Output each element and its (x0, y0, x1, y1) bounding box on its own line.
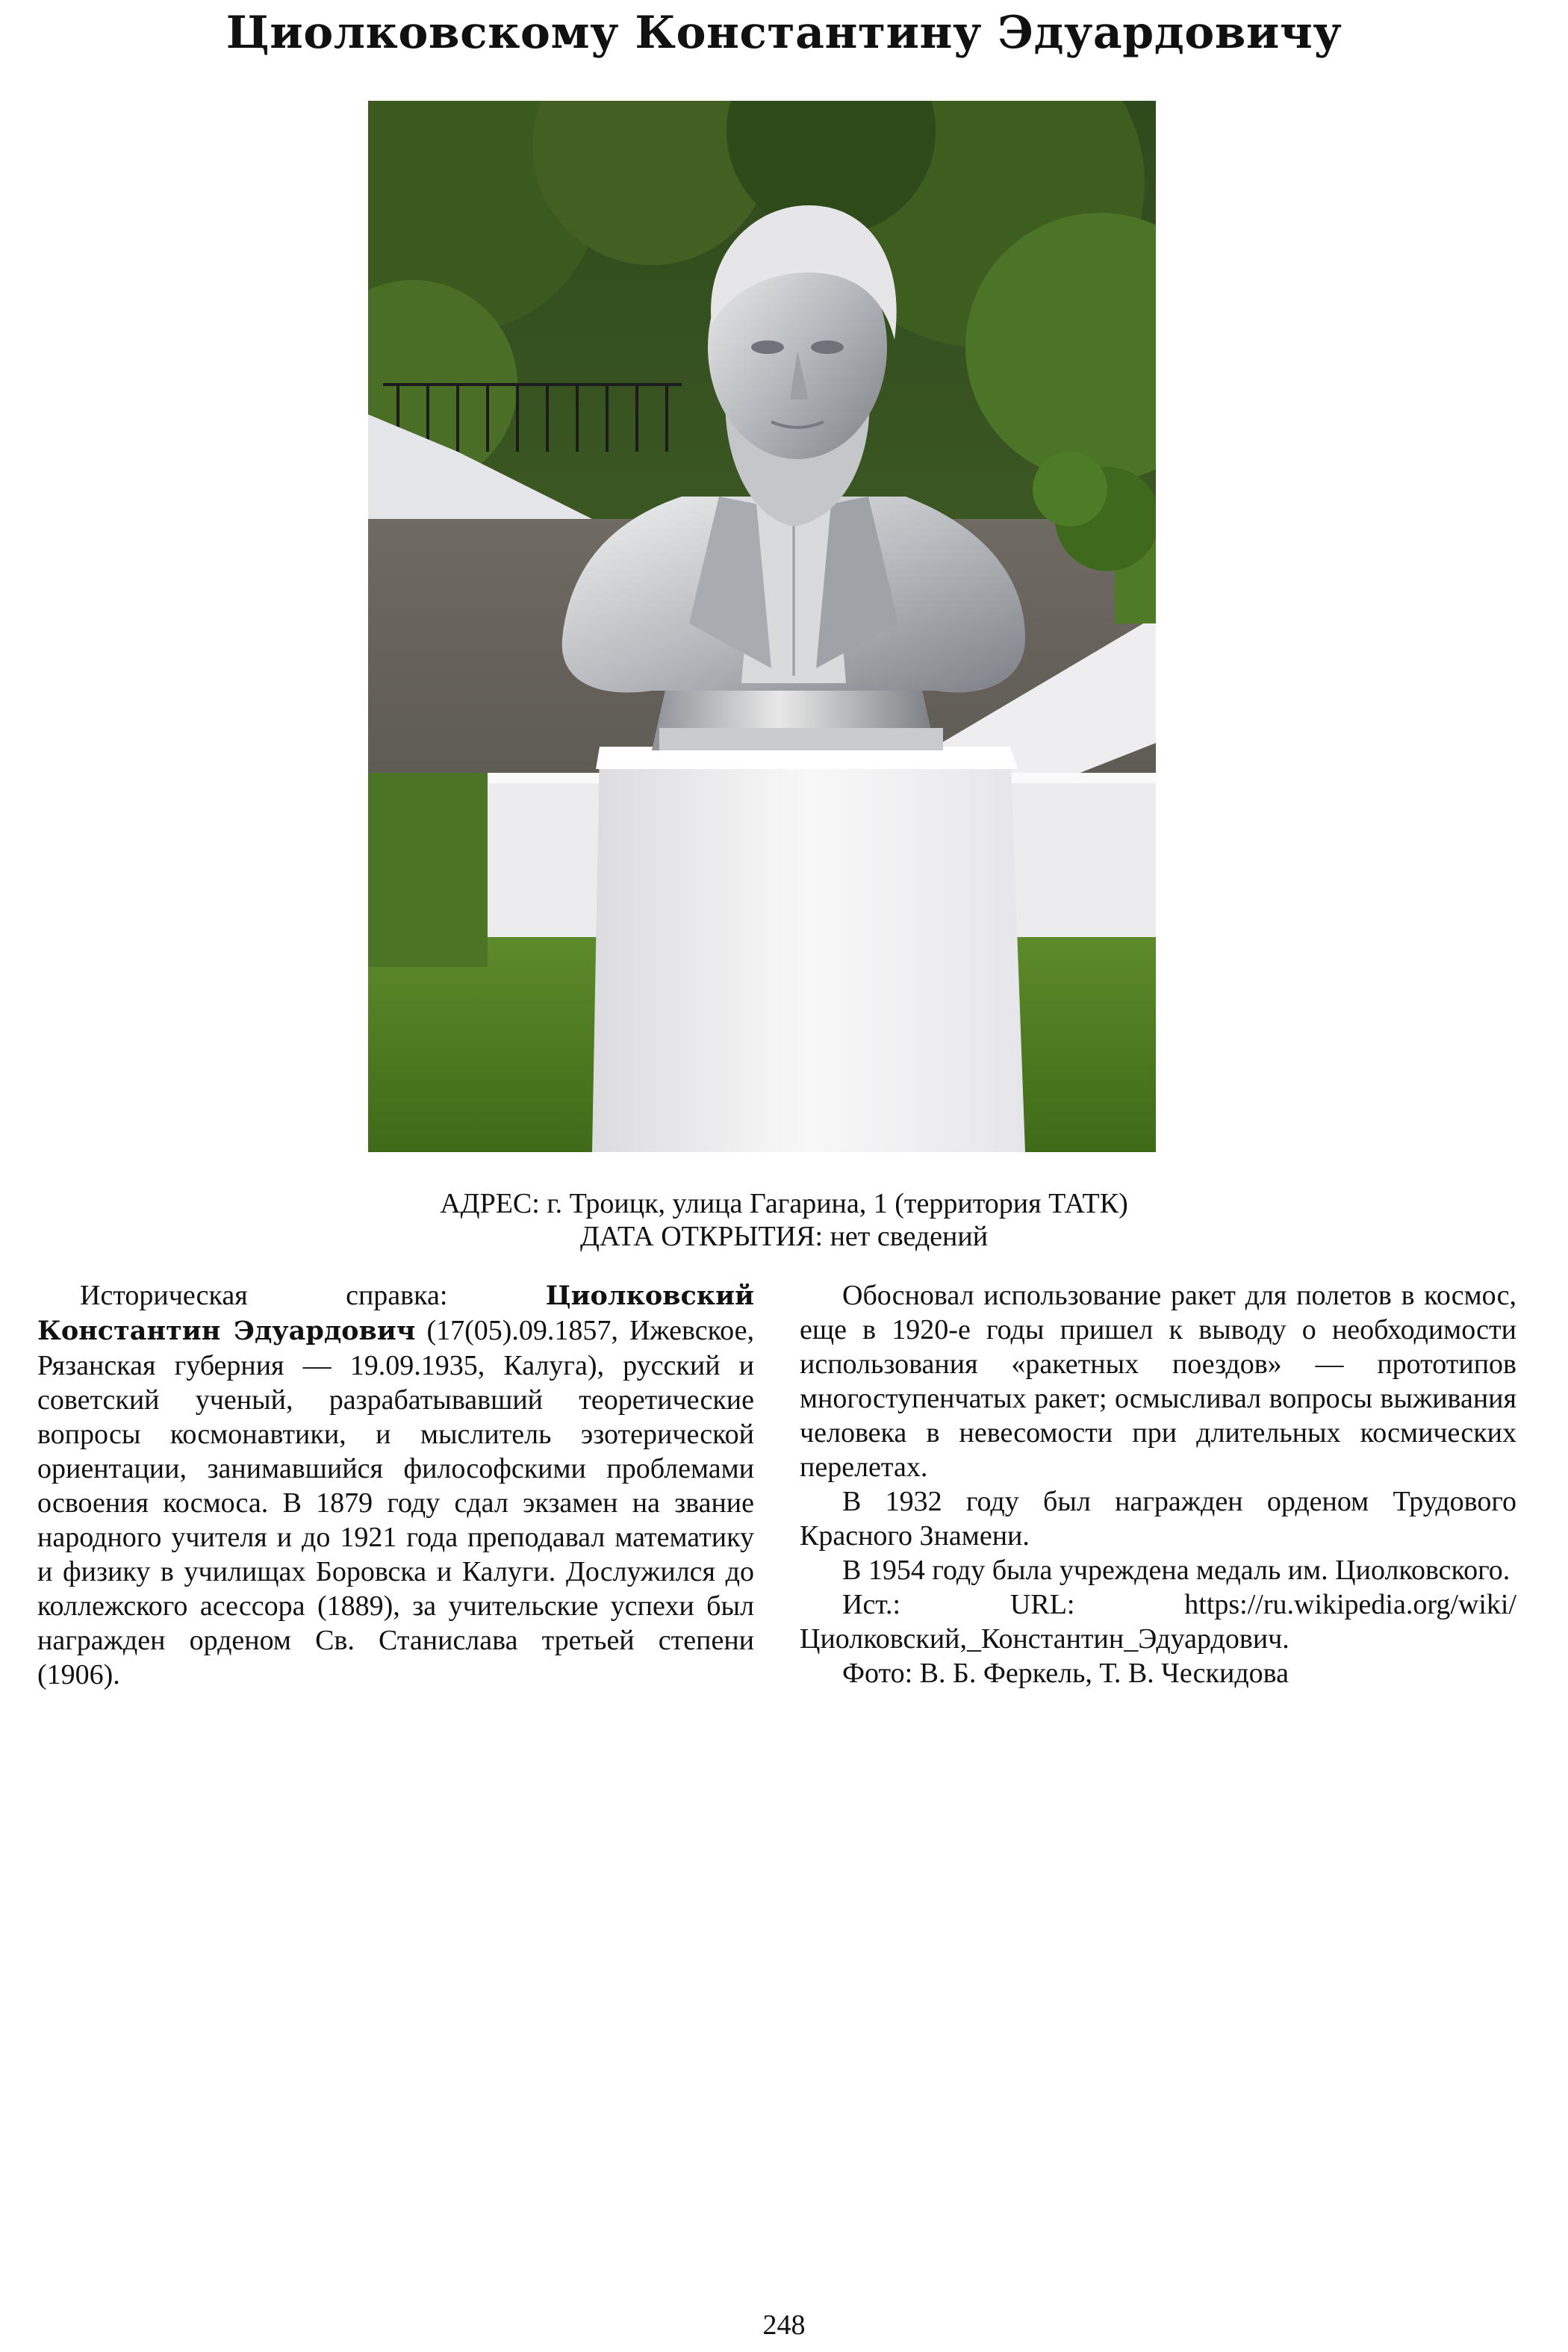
right-column (800, 1278, 1516, 1690)
left-column (37, 1278, 754, 1692)
photo-credit: Фото: В. Б. Феркель, Т. В. Ческидова (842, 1658, 1289, 1689)
person-name: Циолковский Константин Эдуардович (37, 1281, 754, 1346)
source-citation: Ист.: URL: https://ru.wikipedia.org/wiki/Циолковский,_Константин_Эдуардович. (800, 1589, 1516, 1655)
paragraph-order-1932: В 1932 году был награжден орденом Трудового Красного Знамени. (800, 1486, 1516, 1552)
paragraph-medal-1954: В 1954 году была учреждена медаль им. Циолковского. (842, 1555, 1511, 1586)
historical-note (37, 1278, 754, 1692)
opening-date: ДАТА ОТКРЫТИЯ: нет сведений (579, 1221, 989, 1252)
page-title: Циолковскому Константину Эдуардовичу (225, 7, 1343, 59)
page-number: 248 (762, 2309, 806, 2341)
paragraph-rockets: Обосновал использование ракет для полетов в космос, еще в 1920-е годы пришел к выводу о необходимости использования «ракетных поездов» — прототипов многоступенчатых ракет; осмысливал вопросы выживания человека в невесомости при длительных космических перелетах. (800, 1280, 1516, 1483)
historical-note-body: (17(05).09.1857, Ижевское, Рязанская губерния — 19.09.1935, Калуга), русский и советский ученый, разрабатывавший теоретические вопросы космонавтики, и мыслитель эзотерической ориентации, занимавшийся философскими проблемами освоения космоса. В 1879 году сдал экзамен на звание народного учителя и до 1921 года преподавал математику и физику в училищах Боровска и Калуги. Дослужился до коллежского асессора (1889), за учительские успехи был награжден орденом Св. Станислава третьей степени (1906). (37, 1315, 754, 1690)
historical-note-lead: Историческая справка: (80, 1280, 546, 1311)
monument-photo (368, 101, 1156, 1152)
address: АДРЕС: г. Троицк, улица Гагарина, 1 (территория ТАТК) (440, 1188, 1128, 1219)
